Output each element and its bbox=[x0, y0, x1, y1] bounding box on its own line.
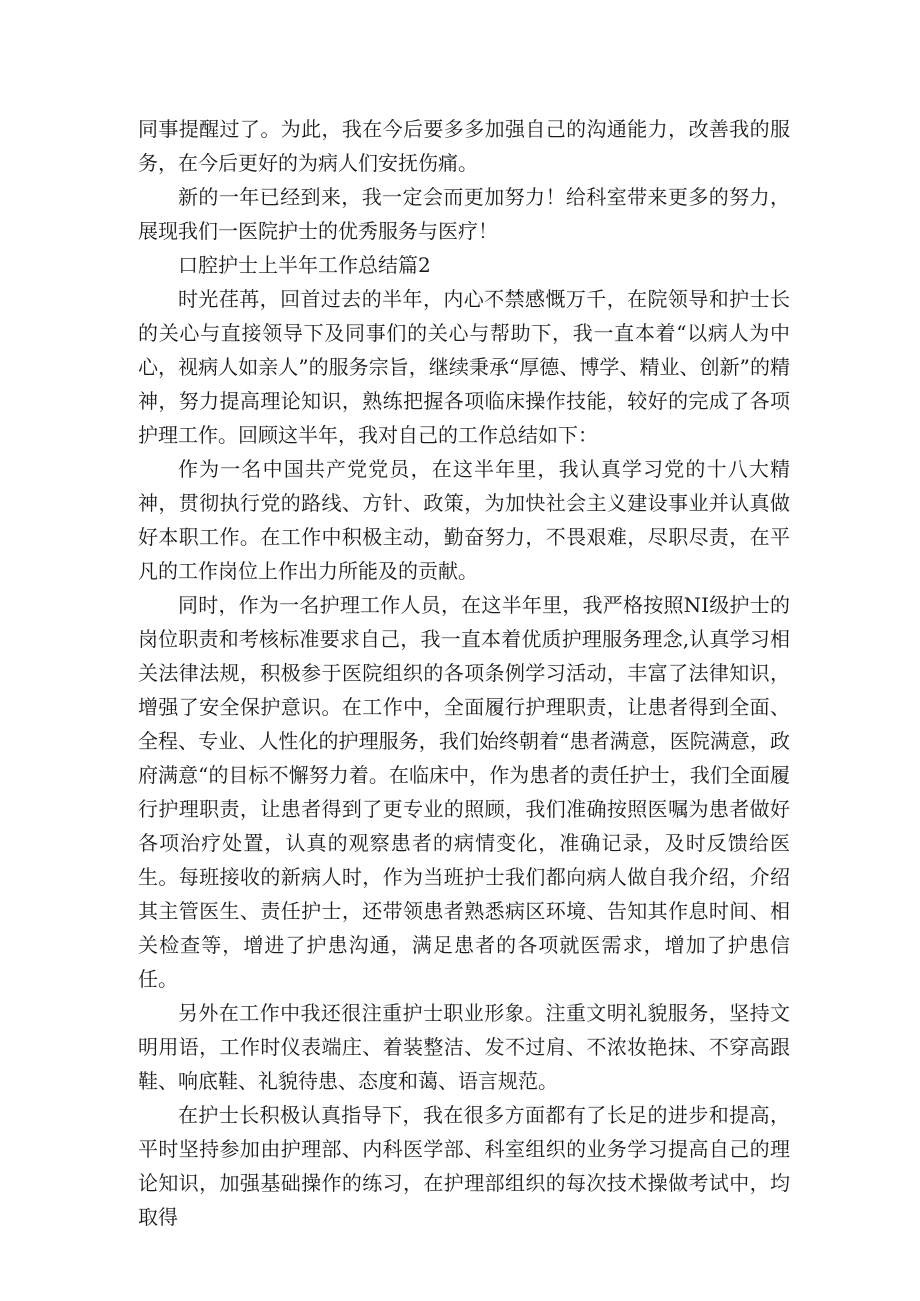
document-body bbox=[138, 112, 790, 1234]
section-heading: 口腔护士上半年工作总结篇2 bbox=[178, 253, 431, 277]
paragraph-3: 时光荏苒，回首过去的半年，内心不禁感慨万千，在院领导和护士长的关心与直接领导下及同事们的关心与帮助下，我一直本着“以病人为中心，视病人如亲人”的服务宗旨，继续秉承“厚德、博学、精业、创新”的精神，努力提高理论知识，熟练把握各项临床操作技能，较好的完成了各项护理工作。回顾这半年，我对自己的工作总结如下： bbox=[138, 287, 790, 447]
paragraph-5: 同时，作为一名护理工作人员，在这半年里，我严格按照NI级护士的岗位职责和考核标准要求自己，我一直本着优质护理服务理念,认真学习相关法律法规，积极参于医院组织的各项条例学习活动，丰富了法律知识，增强了安全保护意识。在工作中，全面履行护理职责，让患者得到全面、全程、专业、人性化的护理服务，我们始终朝着“患者满意，医院满意，政府满意“的目标不懈努力着。在临床中，作为患者的责任护士，我们全面履行护理职责，让患者得到了更专业的照顾，我们准确按照医嘱为患者做好各项治疗处置，认真的观察患者的病情变化，准确记录，及时反馈给医生。每班接收的新病人时，作为当班护士我们都向病人做自我介绍，介绍其主管医生、责任护士，还带领患者熟悉病区环境、告知其作息时间、相关检查等，增进了护患沟通，满足患者的各项就医需求，增加了护患信任。 bbox=[138, 593, 790, 991]
paragraph-6: 另外在工作中我还很注重护士职业形象。注重文明礼貌服务，坚持文明用语，工作时仪表端庄、着装整洁、发不过肩、不浓妆艳抹、不穿高跟鞋、响底鞋、礼貌待患、态度和蔼、语言规范。 bbox=[138, 1001, 790, 1093]
paragraph-2: 新的一年已经到来，我一定会而更加努力！给科室带来更多的努力，展现我们一医院护士的优秀服务与医疗！ bbox=[138, 185, 790, 243]
paragraph-4: 作为一名中国共产党党员，在这半年里，我认真学习党的十八大精神，贯彻执行党的路线、方针、政策，为加快社会主义建设事业并认真做好本职工作。在工作中积极主动，勤奋努力，不畏艰难，尽职尽责，在平凡的工作岗位上作出力所能及的贡献。 bbox=[138, 457, 790, 583]
paragraph-1: 同事提醒过了。为此，我在今后要多多加强自己的沟通能力，改善我的服务，在今后更好的为病人们安抚伤痛。 bbox=[138, 117, 790, 175]
paragraph-7: 在护士长积极认真指导下，我在很多方面都有了长足的进步和提高，平时坚持参加由护理部、内科医学部、科室组织的业务学习提高自己的理论知识，加强基础操作的练习，在护理部组织的每次技术操做考试中，均取得 bbox=[138, 1103, 790, 1229]
